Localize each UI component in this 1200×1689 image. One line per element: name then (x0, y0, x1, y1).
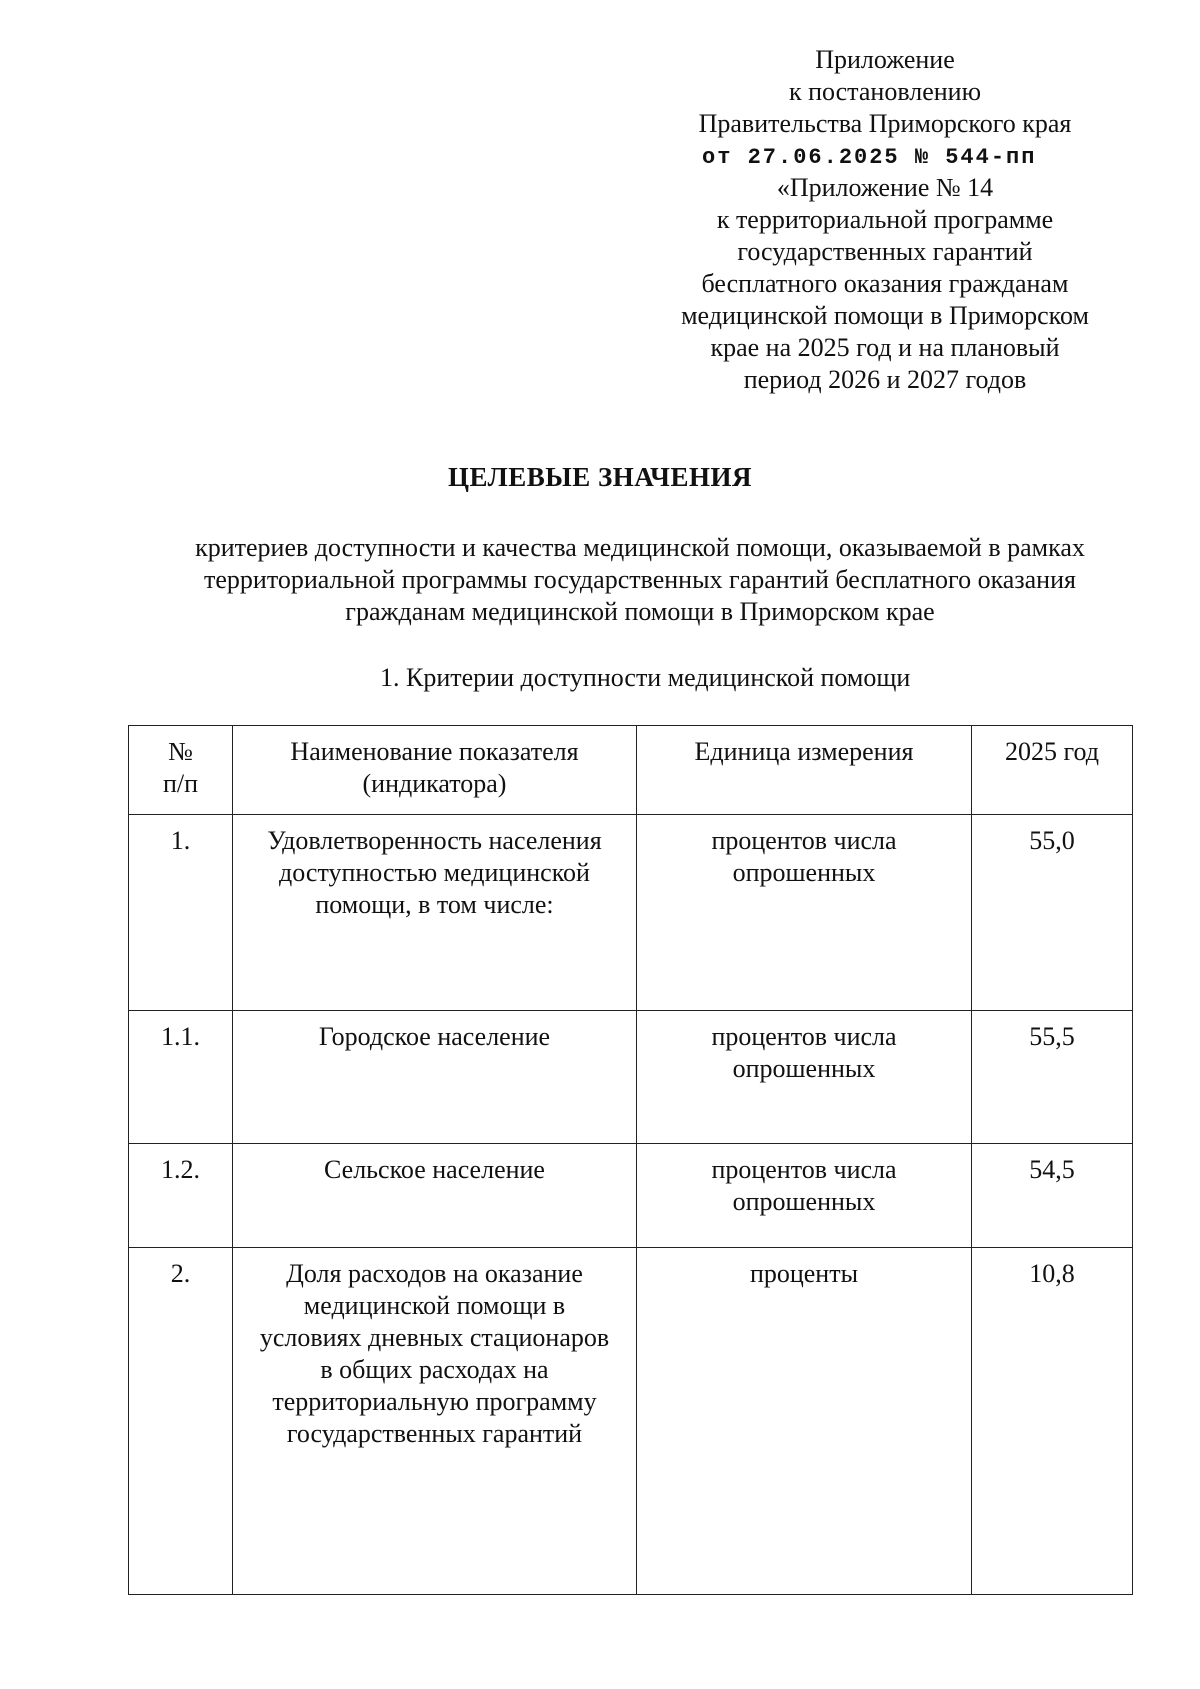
subtitle-line: критериев доступности и качества медицинской помощи, оказываемой в рамках (195, 533, 1085, 562)
subtitle-line: территориальной программы государственных гарантий бесплатного оказания (204, 565, 1076, 594)
appendix-line: государственных гарантий (737, 237, 1033, 266)
row-unit: процентов числа опрошенных (637, 815, 972, 1011)
appendix-line: период 2026 и 2027 годов (743, 365, 1027, 394)
table-row (129, 1248, 1133, 1595)
table-row (129, 815, 1133, 1011)
row-number: 1.2. (129, 1144, 233, 1248)
header-unit: Единица измерения (637, 726, 972, 815)
subtitle-line: гражданам медицинской помощи в Приморском крае (345, 597, 935, 626)
row-number: 1.1. (129, 1011, 233, 1144)
row-value: 55,0 (972, 815, 1133, 1011)
row-indicator-name: Городское население (233, 1011, 637, 1144)
table-row (129, 1011, 1133, 1144)
document-title: ЦЕЛЕВЫЕ ЗНАЧЕНИЯ (447, 462, 753, 492)
appendix-line: бесплатного оказания гражданам (701, 269, 1069, 298)
row-indicator-name: Удовлетворенность населения доступностью медицинской помощи, в том числе: (233, 815, 637, 1011)
appendix-line: крае на 2025 год и на плановый (710, 333, 1060, 362)
appendix-line: «Приложение № 14 (776, 173, 994, 202)
appendix-line: Правительства Приморского края (698, 109, 1072, 138)
document-subtitle (110, 532, 1170, 628)
section-heading: 1. Критерии доступности медицинской помощи (380, 663, 911, 692)
header-year: 2025 год (972, 726, 1133, 815)
row-value: 10,8 (972, 1248, 1133, 1595)
table-row (129, 1144, 1133, 1248)
row-unit: процентов числа опрошенных (637, 1011, 972, 1144)
appendix-line: к территориальной программе (716, 205, 1054, 234)
appendix-line: Приложение (815, 45, 955, 74)
row-number: 1. (129, 815, 233, 1011)
row-value: 55,5 (972, 1011, 1133, 1144)
header-indicator-name: Наименование показателя (индикатора) (233, 726, 637, 815)
row-unit: проценты (637, 1248, 972, 1595)
row-indicator-name: Сельское население (233, 1144, 637, 1248)
appendix-header (640, 44, 1130, 396)
resolution-reference: от 27.06.2025 № 544-пп (702, 145, 1037, 170)
row-value: 54,5 (972, 1144, 1133, 1248)
row-unit: процентов числа опрошенных (637, 1144, 972, 1248)
criteria-table (128, 725, 1133, 1595)
row-indicator-name: Доля расходов на оказание медицинской помощи в условиях дневных стационаров в общих расходах на территориальную программу государственных гарантий (233, 1248, 637, 1595)
table-header-row (129, 726, 1133, 815)
row-number: 2. (129, 1248, 233, 1595)
header-number: № п/п (129, 726, 233, 815)
appendix-line: медицинской помощи в Приморском (681, 301, 1089, 330)
appendix-line: к постановлению (788, 77, 982, 106)
